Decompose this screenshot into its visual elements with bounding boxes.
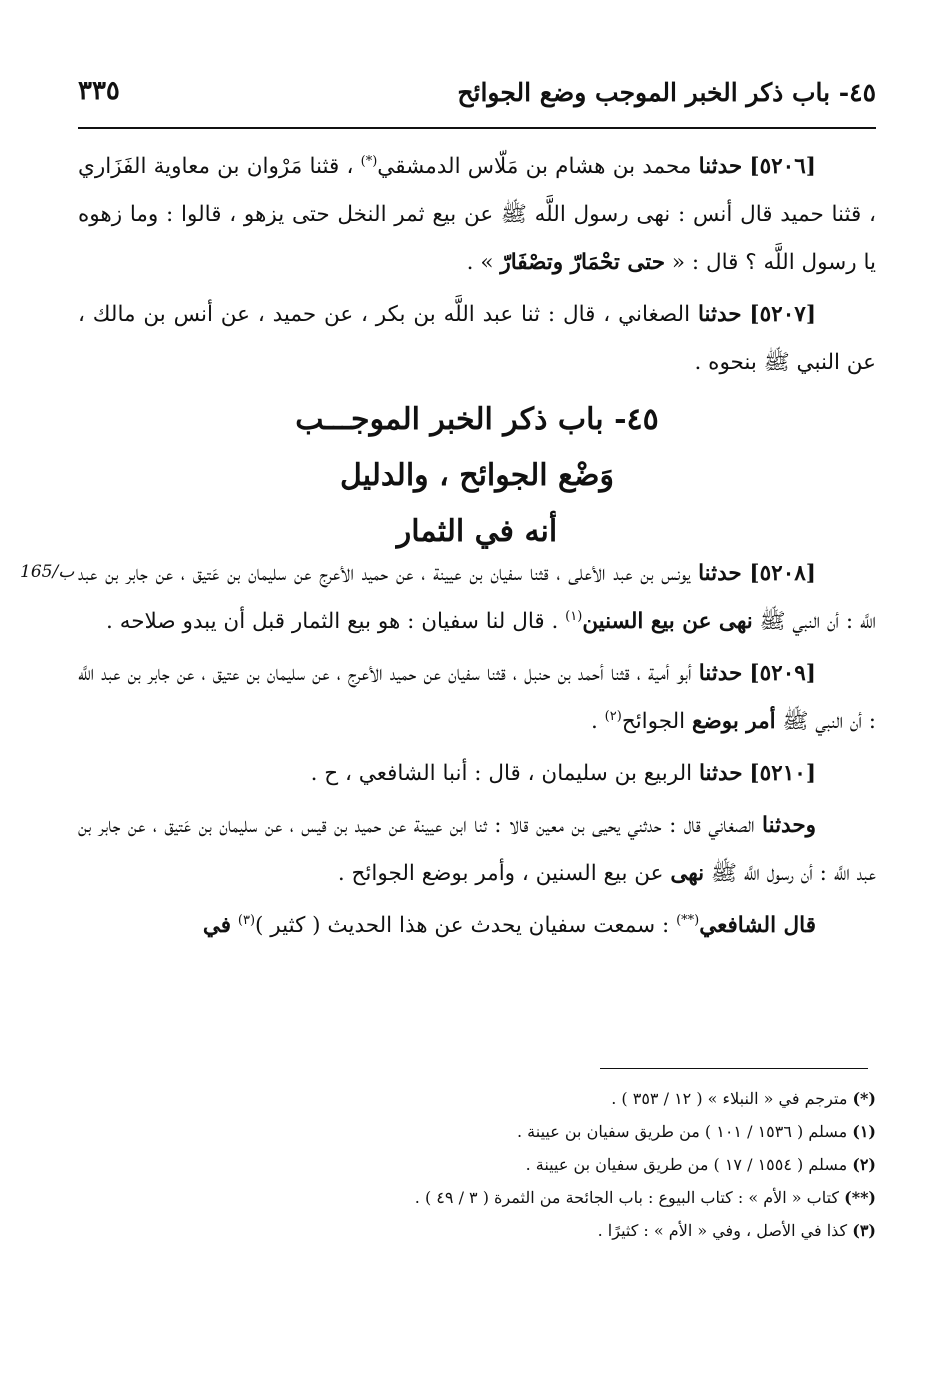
chapter-title-line: أنه في الثمار xyxy=(396,514,558,549)
hadith-number: [٥٢١٠] xyxy=(749,761,816,786)
hadith-5209 xyxy=(78,650,876,746)
hadith-text: أبو أمية ، قثنا أحمد بن حنبل ، قثنا سفيان عن حميد الأعرج ، عن سليمان بن عتيق ، عن جابر بن عبد اللَّه : أن النبي ﷺ xyxy=(78,661,876,734)
hadith-text: . xyxy=(590,709,598,734)
footnote-ref: (٣) xyxy=(237,912,256,928)
hadith-lead: حدثنا xyxy=(698,761,743,786)
footnote-text: مترجم في « النبلاء » ( ١٢ / ٣٥٣ ) . xyxy=(611,1089,848,1108)
footnote-mark: (٢) xyxy=(852,1155,876,1174)
footnote-ref: (**) xyxy=(676,912,700,928)
hadith-5210-second-chain xyxy=(78,802,876,898)
footnote-mark: (٣) xyxy=(852,1221,876,1240)
footnote-text: مسلم ( ١٥٥٤ / ١٧ ) من طريق سفيان بن عيينة . xyxy=(525,1155,848,1174)
footnote-text: مسلم ( ١٥٣٦ / ١٠١ ) من طريق سفيان بن عيينة . xyxy=(517,1122,848,1141)
hadith-quote: حتى تحْمَارّ وتصْفَارّ xyxy=(500,250,666,275)
hadith-bold-text: نهى عن بيع السنين xyxy=(582,609,753,634)
hadith-text: عن بيع السنين ، وأمر بوضع الجوائح . xyxy=(337,861,664,886)
footnote-mark: (١) xyxy=(852,1122,876,1141)
footnote xyxy=(78,1082,876,1115)
footnote-rule xyxy=(600,1068,868,1069)
footnote-ref: (٢) xyxy=(604,708,622,724)
footnote xyxy=(78,1214,876,1247)
hadith-text: الصغاني ، قال : ثنا عبد اللَّه بن بكر ، عن حميد ، عن أنس بن مالك ، عن النبي ﷺ بنحوه . xyxy=(78,302,876,375)
footnote-ref: (*) xyxy=(360,153,378,169)
hadith-lead: قال الشافعي xyxy=(699,913,816,938)
hadith-bold-text: في xyxy=(202,913,232,938)
hadith-number: [٥٢٠٨] xyxy=(749,561,816,586)
hadith-bold-text: أمر بوضع xyxy=(692,709,776,734)
footnote xyxy=(78,1115,876,1148)
running-title: ٤٥- باب ذكر الخبر الموجب وضع الجوائح xyxy=(457,78,876,107)
hadith-lead: حدثنا xyxy=(698,561,742,586)
bottom-hadith-section xyxy=(78,550,876,954)
hadith-number: [٥٢٠٧] xyxy=(749,302,816,327)
chapter-heading xyxy=(78,392,876,560)
hadith-lead: حدثنا xyxy=(698,154,743,179)
hadith-5207 xyxy=(78,291,876,387)
footnote-text: كتاب « الأم » : كتاب البيوع : باب الجائحة من الثمرة ( ٣ / ٤٩ ) . xyxy=(414,1188,840,1207)
hadith-lead: وحدثنا xyxy=(762,813,817,838)
hadith-number: [٥٢٠٦] xyxy=(749,154,816,179)
hadith-5208 xyxy=(78,550,876,646)
chapter-title-line: وَضْع الجوائح ، والدليل xyxy=(340,458,614,493)
footnote-ref: (١) xyxy=(565,608,583,624)
footnote-mark: (**) xyxy=(844,1188,876,1207)
manuscript-margin-note: 165/ب xyxy=(20,562,75,582)
hadith-5206 xyxy=(78,143,876,287)
hadith-lead: حدثنا xyxy=(697,302,742,327)
shafii-statement xyxy=(78,902,876,950)
footnotes xyxy=(78,1082,876,1247)
hadith-text: الجوائح xyxy=(621,709,686,734)
footnote xyxy=(78,1148,876,1181)
footnote-text: كذا في الأصل ، وفي « الأم » : كثيرًا . xyxy=(597,1221,848,1240)
chapter-title-line: ٤٥- باب ذكر الخبر الموجـــب xyxy=(295,402,659,437)
hadith-text: محمد بن هشام بن مَلّاس الدمشقي xyxy=(377,154,692,179)
hadith-text: . قال لنا سفيان : هو بيع الثمار قبل أن يبدو صلاحه . xyxy=(106,609,559,634)
hadith-5210 xyxy=(78,750,876,798)
page-header xyxy=(78,72,876,116)
hadith-bold-text: نهى xyxy=(670,861,705,886)
hadith-number: [٥٢٠٩] xyxy=(749,661,816,686)
hadith-text: : سمعت سفيان يحدث عن هذا الحديث ( كثير ) xyxy=(255,913,670,938)
top-hadith-section xyxy=(78,143,876,391)
hadith-text: ، قثنا مَرْوان بن معاوية الفَزَاري ، قثنا حميد قال أنس : نهى رسول اللَّه ﷺ عن بيع ثمر النخل حتى يزهو ، قالوا : وما زهوه يا رسول اللَّه ؟ قال : « xyxy=(78,154,876,275)
hadith-text: الربيع بن سليمان ، قال : أنبا الشافعي ، ح . xyxy=(310,761,693,786)
footnote-mark: (*) xyxy=(852,1089,876,1108)
hadith-text: الصغاني قال : حدثني يحيى بن معين قالا : ثنا ابن عيينة عن حميد بن قيس ، عن سليمان بن عَتيق ، عن جابر بن عبد اللَّه : أن رسول اللَّه ﷺ xyxy=(78,813,876,886)
hadith-lead: حدثنا xyxy=(698,661,743,686)
header-rule xyxy=(78,127,876,129)
hadith-text: » . xyxy=(466,250,494,275)
page-number: ٣٣٥ xyxy=(78,76,120,106)
hadith-text: يونس بن عبد الأعلى ، قثنا سفيان بن عيينة ، عن حميد الأعرج عن سليمان بن عَتيق ، عن جابر بن عبد اللَّه : أن النبي ﷺ xyxy=(78,561,876,634)
footnote xyxy=(78,1181,876,1214)
